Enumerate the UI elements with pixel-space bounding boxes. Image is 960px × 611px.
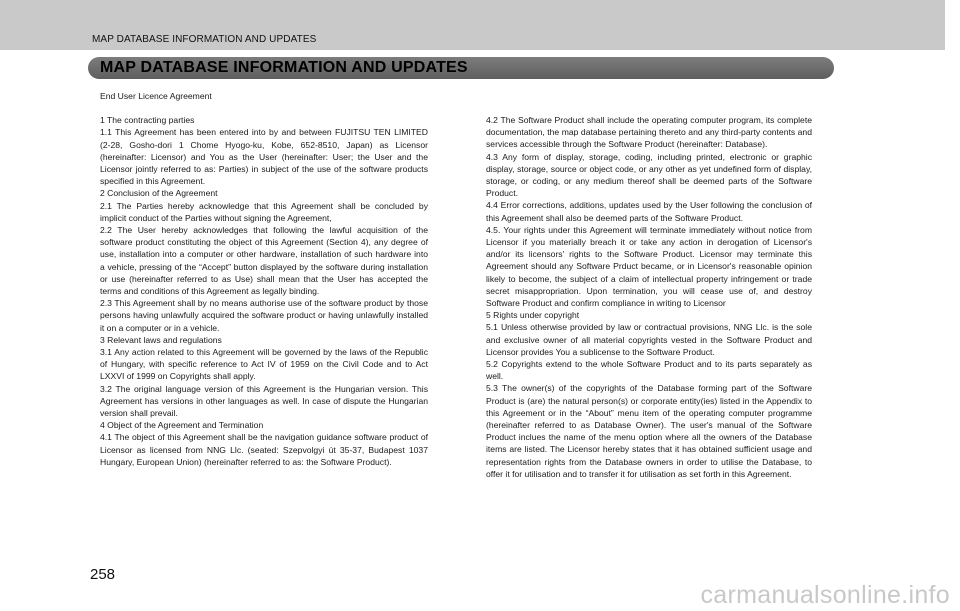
paragraph: 2 Conclusion of the Agreement xyxy=(100,188,218,199)
left-column xyxy=(100,90,428,468)
running-header: MAP DATABASE INFORMATION AND UPDATES xyxy=(92,34,317,45)
paragraph: 4.1 The object of this Agreement shall be the navigation guidance software product of Licensor as licensed from NNG Llc. (seated: Szepvolgyi út 35-37, Budapest 1037 Hungary, European Union) (hereinafter referred to as: the Software Product). xyxy=(100,432,428,467)
paragraph: 4.5. Your rights under this Agreement will terminate immediately without notice from Licensor if you materially breach it or take any action in derogation of Licensor's and/or its licensors' rights to the Software Product. Licensor may terminate this Agreement should any Software Prduct became, or in Licensor's reasonable opinion likely to become, the subject of a claim of intellectual property infringement or trade secret misappropriation. Upon termination, you will cease use of, and destroy Software Product and confirm compliance in writing to Licensor xyxy=(486,224,812,309)
paragraph: 2.2 The User hereby acknowledges that following the lawful acquisition of the software product constituting the object of this Agreement (Section 4), any degree of use, installation into a computer or other hardware, installation of such hardware into a vehicle, pressing of the “Accept” button displayed by the software during installation or use (hereinafter referred to as Use) shall mean that the User has accepted the terms and conditions of this Agreement as legally binding. xyxy=(100,225,428,297)
right-column xyxy=(486,114,812,480)
paragraph: 4.3 Any form of display, storage, coding, including printed, electronic or graphic display, storage, source or object code, or any other as yet undefined form of display, storage, or coding, or any medium thereof shall be deemed parts of the Software Product. xyxy=(486,151,812,199)
page-number: 258 xyxy=(90,566,116,583)
paragraph: 5.2 Copyrights extend to the whole Software Product and to its parts separately as well. xyxy=(486,359,812,382)
paragraph: 2.3 This Agreement shall by no means authorise use of the software product by those persons having unlawfully acquired the software product or having unlawfully installed it on a computer or in a vehicle. xyxy=(100,298,428,333)
paragraph: 3.2 The original language version of this Agreement is the Hungarian version. This Agreement has versions in other languages as well. In case of dispute the Hungarian version shall prevail. xyxy=(100,383,428,419)
agreement-heading: End User Licence Agreement xyxy=(100,91,212,101)
paragraph: 1 The contracting parties xyxy=(100,115,195,126)
paragraph: 1.1 This Agreement has been entered into by and between FUJITSU TEN LIMITED (2-28, Gosho-dori 1 Chome Hyogo-ku, Kobe, 652-8510, Japan) as Licensor (hereinafter: Licensor) and You as the User (hereinafter: User; the User and the Licensor jointly referred to as: Parties) in subject of the use of the software products specified in this Agreement. xyxy=(100,127,428,187)
paragraph: 4.2 The Software Product shall include the operating computer program, its complete documentation, the map database pertaining thereto and any third-party contents and services accessible through the Software Product (hereinafter: Database). xyxy=(486,115,812,150)
paragraph: 2.1 The Parties hereby acknowledge that this Agreement shall be concluded by implicit conduct of the Parties without signing the Agreement, xyxy=(100,200,428,223)
paragraph: 5.3 The owner(s) of the copyrights of the Database forming part of the Software Product is (are) the natural person(s) or corporate entity(ies) listed in the Appendix to this Agreement or in the “About” menu item of the operating computer programme (hereinafter referred to as Database Owner). The user's manual of the Software Product inclues the name of the menu option where all the owners of the Database items are listed. The Licensor hereby states that it has obtained sufficient usage and representation rights from the Database owners in order to utilise the Database, to offer it for utilisation and to transfer it for utilisation as set forth in this Agreement. xyxy=(486,383,812,479)
paragraph: 5.1 Unless otherwise provided by law or contractual provisions, NNG Llc. is the sole and exclusive owner of all material copyrights vested in the Software Product and Licensor provides You a sublicense to the Software Product. xyxy=(486,322,812,357)
watermark: carmanualsonline.info xyxy=(700,581,950,609)
paragraph: 4 Object of the Agreement and Termination xyxy=(100,420,264,431)
paragraph: 3 Relevant laws and regulations xyxy=(100,334,222,345)
paragraph: 5 Rights under copyright xyxy=(486,310,580,321)
spacer xyxy=(100,102,428,114)
paragraph: 3.1 Any action related to this Agreement will be governed by the laws of the Republic of Hungary, with specific reference to Act IV of 1959 on the Civil Code and to Act LXXVI of 1999 on Copyrights shall apply. xyxy=(100,347,428,382)
section-title: MAP DATABASE INFORMATION AND UPDATES xyxy=(100,59,468,76)
paragraph: 4.4 Error corrections, additions, updates used by the User following the conclusion of this Agreement shall also be deemed parts of the Software Product. xyxy=(486,200,812,223)
